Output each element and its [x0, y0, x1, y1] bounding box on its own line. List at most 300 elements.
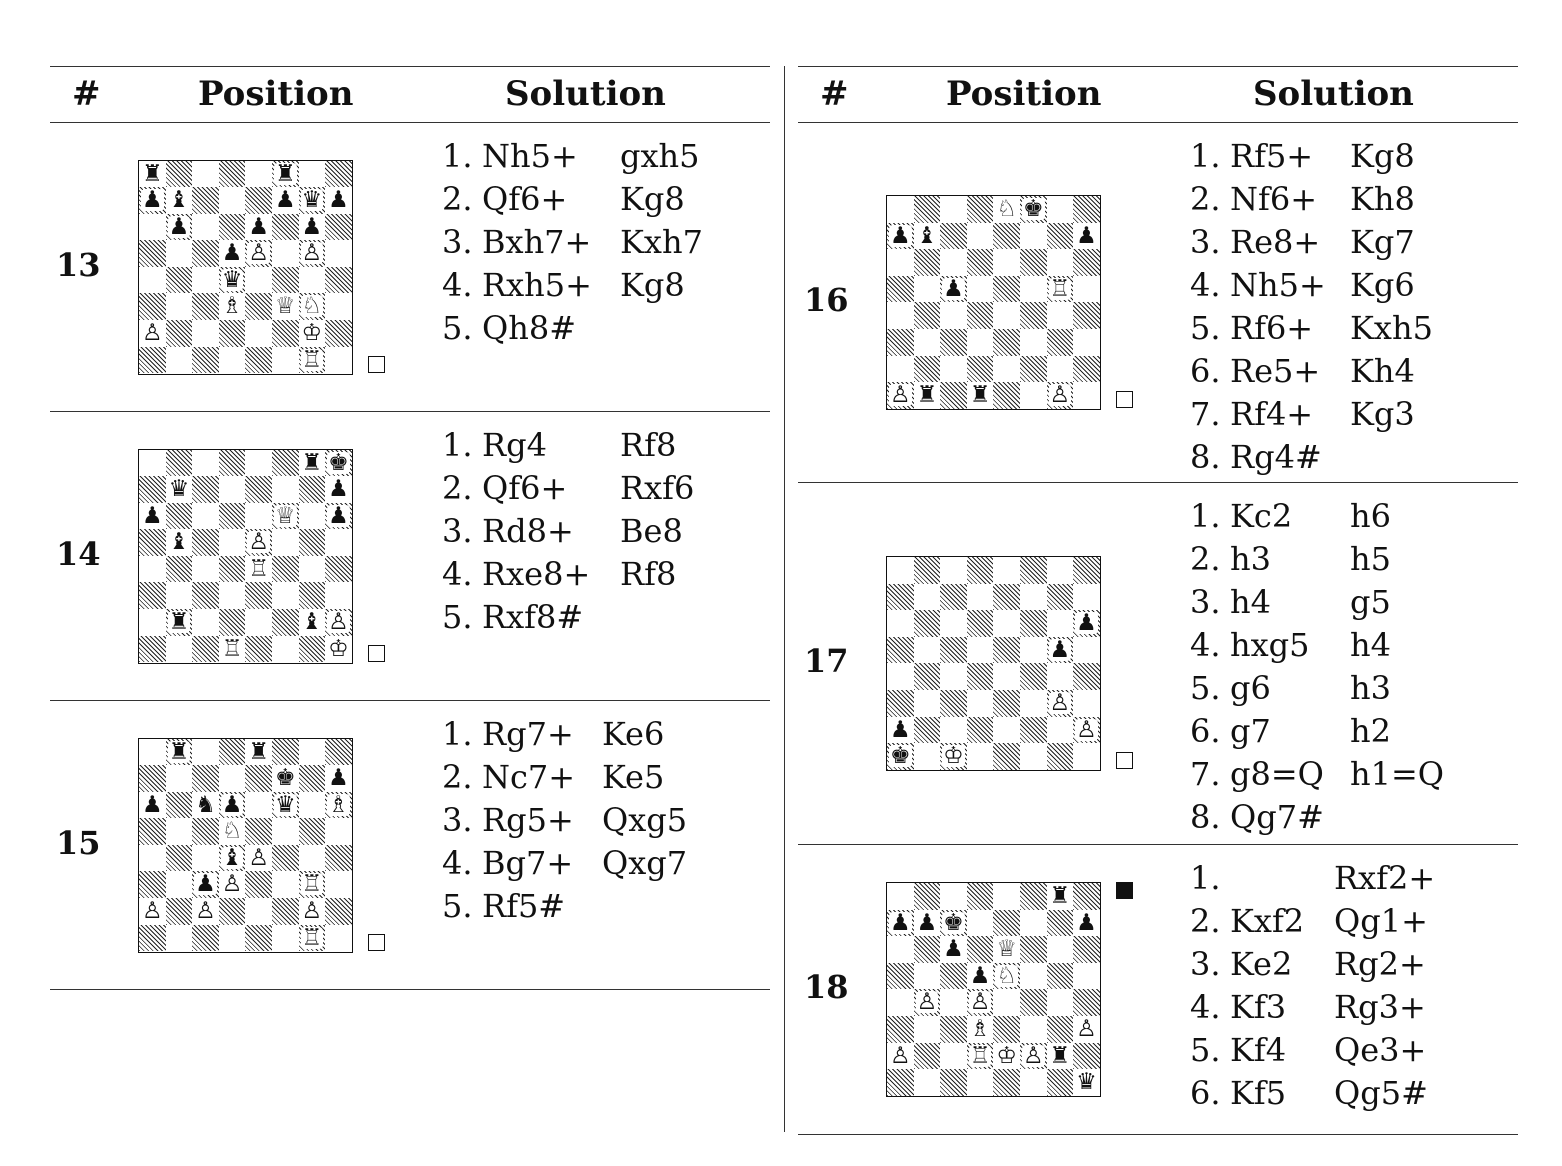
board-square	[192, 898, 219, 925]
board-square	[940, 1069, 967, 1096]
white-pawn-icon: ♙	[141, 320, 163, 347]
white-bishop-icon: ♗	[969, 1015, 991, 1042]
move-line	[442, 264, 703, 307]
board-square	[325, 556, 352, 583]
move-line	[1190, 1072, 1435, 1115]
board-square	[940, 196, 967, 223]
board-square	[192, 871, 219, 898]
board-square	[914, 663, 941, 690]
board-square	[1047, 1016, 1074, 1043]
black-move: h2	[1350, 712, 1391, 750]
board-square	[139, 792, 166, 819]
board-square	[272, 503, 299, 530]
white-rook-icon: ♖	[969, 1042, 991, 1069]
board-square	[1073, 276, 1100, 303]
white-pawn-icon: ♙	[916, 989, 938, 1016]
solution-moves	[1190, 857, 1435, 1115]
board-square	[914, 584, 941, 611]
board-square	[887, 196, 914, 223]
board-square	[967, 989, 994, 1016]
move-number: 2.	[1190, 540, 1221, 578]
board-square	[299, 267, 326, 294]
move-line	[1190, 753, 1444, 796]
white-to-move-icon	[368, 645, 385, 662]
move-number: 1.	[442, 426, 473, 464]
black-bishop-icon: ♝	[301, 609, 323, 636]
board-square	[993, 223, 1020, 250]
board-square	[272, 556, 299, 583]
board-square	[245, 818, 272, 845]
board-square	[1020, 1043, 1047, 1070]
board-square	[166, 582, 193, 609]
board-square	[192, 845, 219, 872]
board-square	[192, 765, 219, 792]
board-square	[940, 637, 967, 664]
white-rook-icon: ♖	[301, 871, 323, 898]
black-move: Qxg7	[602, 844, 688, 882]
board-square	[1047, 356, 1074, 383]
puzzle-number: 18	[804, 968, 849, 1006]
move-line	[1190, 178, 1433, 221]
board-square	[1020, 249, 1047, 276]
black-move: Rg3+	[1334, 988, 1426, 1026]
header-position: Position	[946, 74, 1102, 114]
move-line	[442, 596, 694, 639]
board-square	[245, 214, 272, 241]
black-move: Kg8	[620, 266, 685, 304]
board-square	[967, 883, 994, 910]
board-square	[967, 329, 994, 356]
board-square	[1047, 223, 1074, 250]
board-square	[245, 293, 272, 320]
board-square	[1073, 936, 1100, 963]
board-square	[967, 717, 994, 744]
board-square	[940, 302, 967, 329]
board-square	[1020, 1069, 1047, 1096]
white-to-move-icon	[1116, 752, 1133, 769]
black-pawn-icon: ♟	[141, 187, 163, 214]
black-move: Kxh7	[620, 223, 703, 261]
board-square	[272, 925, 299, 952]
white-pawn-icon: ♙	[1076, 1015, 1097, 1042]
board-square	[166, 214, 193, 241]
board-square	[940, 249, 967, 276]
board-square	[914, 989, 941, 1016]
board-square	[993, 1043, 1020, 1070]
board-square	[219, 187, 246, 214]
white-move: Kxf2	[1230, 902, 1305, 940]
white-bishop-icon: ♗	[328, 791, 349, 818]
board-square	[192, 925, 219, 952]
move-line	[1190, 135, 1433, 178]
board-square	[887, 910, 914, 937]
move-number: 3.	[1190, 223, 1221, 261]
board-square	[299, 450, 326, 477]
puzzle-number: 15	[56, 823, 101, 862]
black-move: Ke5	[602, 758, 665, 796]
move-number: 7.	[1190, 395, 1221, 433]
board-square	[272, 293, 299, 320]
board-square	[219, 320, 246, 347]
board-square	[299, 871, 326, 898]
white-pawn-icon: ♙	[301, 240, 323, 267]
black-queen-icon: ♛	[1076, 1069, 1097, 1096]
chess-board	[886, 556, 1101, 771]
white-move: Nh5+	[1230, 266, 1326, 304]
white-pawn-icon: ♙	[889, 1042, 911, 1069]
black-rook-icon: ♜	[1049, 883, 1071, 909]
board-square	[325, 293, 352, 320]
board-square	[192, 503, 219, 530]
board-square	[967, 1043, 994, 1070]
board-square	[219, 476, 246, 503]
black-bishop-icon: ♝	[168, 529, 190, 556]
board-square	[245, 529, 272, 556]
move-line	[442, 553, 694, 596]
board-square	[914, 1043, 941, 1070]
board-square	[940, 1043, 967, 1070]
white-knight-icon: ♘	[996, 196, 1017, 222]
board-square	[166, 556, 193, 583]
board-square	[1020, 743, 1047, 770]
board-square	[299, 293, 326, 320]
move-line	[442, 135, 703, 178]
board-square	[914, 276, 941, 303]
black-move: Qg1+	[1334, 902, 1428, 940]
board-square	[1020, 910, 1047, 937]
black-pawn-icon: ♟	[195, 871, 216, 898]
white-pawn-icon: ♙	[969, 989, 991, 1016]
board-square	[940, 936, 967, 963]
move-line	[1190, 857, 1435, 900]
white-king-icon: ♔	[328, 635, 349, 662]
move-number: 4.	[1190, 988, 1221, 1026]
board-square	[993, 196, 1020, 223]
board-square	[192, 450, 219, 477]
board-square	[1047, 637, 1074, 664]
white-queen-icon: ♕	[996, 936, 1017, 963]
board-square	[325, 240, 352, 267]
board-square	[1047, 196, 1074, 223]
board-square	[192, 556, 219, 583]
board-square	[1020, 610, 1047, 637]
move-number: 4.	[442, 266, 473, 304]
board-square	[967, 963, 994, 990]
board-square	[219, 792, 246, 819]
board-square	[914, 302, 941, 329]
board-square	[967, 356, 994, 383]
board-square	[325, 503, 352, 530]
board-square	[940, 910, 967, 937]
black-move: Rf8	[620, 426, 677, 464]
board-square	[166, 267, 193, 294]
board-square	[192, 293, 219, 320]
board-square	[1073, 223, 1100, 250]
white-move: Bg7+	[482, 844, 574, 882]
black-rook-icon: ♜	[168, 738, 190, 765]
board-square	[272, 792, 299, 819]
board-square	[887, 557, 914, 584]
board-square	[299, 240, 326, 267]
board-square	[887, 936, 914, 963]
board-square	[299, 187, 326, 214]
board-square	[1020, 989, 1047, 1016]
board-square	[245, 267, 272, 294]
board-square	[967, 936, 994, 963]
board-square	[1073, 584, 1100, 611]
board-square	[940, 610, 967, 637]
board-square	[1020, 963, 1047, 990]
board-square	[914, 356, 941, 383]
right-table	[798, 66, 1518, 1135]
white-move: Qf6+	[482, 469, 568, 507]
board-square	[192, 609, 219, 636]
white-rook-icon: ♖	[301, 924, 323, 951]
white-move: Nc7+	[482, 758, 576, 796]
black-king-icon: ♚	[274, 765, 296, 792]
board-square	[272, 818, 299, 845]
black-rook-icon: ♜	[969, 382, 991, 409]
board-square	[1073, 382, 1100, 409]
black-pawn-icon: ♟	[889, 716, 911, 743]
move-line	[1190, 307, 1433, 350]
move-number: 3.	[1190, 583, 1221, 621]
board-square	[940, 989, 967, 1016]
move-line	[1190, 900, 1435, 943]
move-number: 6.	[1190, 1074, 1221, 1112]
move-number: 6.	[1190, 352, 1221, 390]
board-square	[887, 637, 914, 664]
board-square	[166, 347, 193, 374]
board-square	[325, 161, 352, 188]
board-square	[967, 910, 994, 937]
board-square	[192, 818, 219, 845]
board-square	[1047, 302, 1074, 329]
board-square	[299, 161, 326, 188]
black-move: Kxh5	[1350, 309, 1433, 347]
board-square	[139, 293, 166, 320]
black-pawn-icon: ♟	[301, 213, 323, 240]
move-number: 1.	[1190, 497, 1221, 535]
black-move: Rf8	[620, 555, 677, 593]
board-square	[940, 223, 967, 250]
board-square	[1073, 356, 1100, 383]
board-square	[245, 582, 272, 609]
board-square	[940, 557, 967, 584]
board-square	[993, 329, 1020, 356]
white-move: Rxf8#	[482, 598, 584, 636]
board-square	[299, 582, 326, 609]
board-square	[967, 302, 994, 329]
board-square	[887, 1016, 914, 1043]
board-square	[245, 187, 272, 214]
board-square	[219, 529, 246, 556]
board-square	[166, 609, 193, 636]
board-square	[1073, 557, 1100, 584]
black-move: Qxg5	[602, 801, 688, 839]
black-to-move-icon	[1116, 882, 1133, 899]
board-square	[192, 529, 219, 556]
board-square	[139, 187, 166, 214]
black-rook-icon: ♜	[168, 609, 190, 636]
board-square	[1020, 1016, 1047, 1043]
white-move: Kc2	[1230, 497, 1293, 535]
black-move: Rxf2+	[1334, 859, 1436, 897]
board-square	[325, 347, 352, 374]
move-number: 1.	[442, 137, 473, 175]
board-square	[245, 792, 272, 819]
board-square	[299, 503, 326, 530]
move-line	[442, 713, 687, 756]
board-square	[299, 845, 326, 872]
white-move: Re5+	[1230, 352, 1321, 390]
board-square	[940, 717, 967, 744]
puzzle-number: 13	[56, 245, 101, 284]
board-square	[1020, 584, 1047, 611]
board-square	[914, 557, 941, 584]
board-square	[993, 690, 1020, 717]
board-square	[1047, 276, 1074, 303]
board-square	[1073, 302, 1100, 329]
board-square	[192, 161, 219, 188]
board-square	[245, 503, 272, 530]
black-pawn-icon: ♟	[1076, 909, 1097, 936]
move-line	[442, 756, 687, 799]
black-move: Kg3	[1350, 395, 1415, 433]
black-move: Rxf6	[620, 469, 695, 507]
board-square	[299, 818, 326, 845]
board-square	[940, 276, 967, 303]
black-move: h1=Q	[1350, 755, 1445, 793]
move-line	[442, 221, 703, 264]
board-square	[299, 739, 326, 766]
board-square	[299, 636, 326, 663]
move-number: 4.	[1190, 626, 1221, 664]
board-square	[245, 739, 272, 766]
black-pawn-icon: ♟	[889, 909, 911, 936]
move-number: 8.	[1190, 438, 1221, 476]
board-square	[245, 925, 272, 952]
white-move: g6	[1230, 669, 1271, 707]
black-move: h5	[1350, 540, 1391, 578]
board-square	[166, 450, 193, 477]
white-move: Rg4	[482, 426, 547, 464]
black-move: Kg7	[1350, 223, 1415, 261]
board-square	[1020, 223, 1047, 250]
black-move: Qe3+	[1334, 1031, 1427, 1069]
header-number: #	[72, 74, 101, 114]
white-to-move-icon	[368, 356, 385, 373]
board-square	[1020, 936, 1047, 963]
board-square	[1047, 249, 1074, 276]
white-move: Nh5+	[482, 137, 578, 175]
white-move: Rd8+	[482, 512, 574, 550]
board-square	[219, 556, 246, 583]
board-square	[245, 636, 272, 663]
move-number: 5.	[442, 309, 473, 347]
board-square	[299, 898, 326, 925]
board-square	[219, 293, 246, 320]
black-queen-icon: ♛	[221, 266, 243, 293]
board-square	[1020, 717, 1047, 744]
board-square	[1047, 936, 1074, 963]
board-square	[192, 739, 219, 766]
board-square	[993, 936, 1020, 963]
left-table	[50, 66, 770, 990]
white-move: Qf6+	[482, 180, 568, 218]
board-square	[139, 765, 166, 792]
black-move: Kg8	[1350, 137, 1415, 175]
white-knight-icon: ♘	[301, 293, 323, 320]
black-pawn-icon: ♟	[1076, 222, 1097, 249]
puzzle-row	[798, 845, 1518, 1135]
board-square	[245, 161, 272, 188]
board-square	[166, 818, 193, 845]
board-square	[887, 743, 914, 770]
move-number: 8.	[1190, 798, 1221, 836]
board-square	[325, 214, 352, 241]
solution-moves	[442, 713, 687, 928]
black-queen-icon: ♛	[301, 187, 323, 214]
board-square	[887, 382, 914, 409]
board-square	[219, 739, 246, 766]
board-square	[1047, 329, 1074, 356]
board-square	[219, 161, 246, 188]
white-move: hxg5	[1230, 626, 1310, 664]
move-number: 2.	[1190, 180, 1221, 218]
black-pawn-icon: ♟	[274, 187, 296, 214]
board-square	[299, 529, 326, 556]
board-square	[166, 187, 193, 214]
board-square	[1047, 883, 1074, 910]
white-move: Kf5	[1230, 1074, 1287, 1112]
board-square	[967, 743, 994, 770]
board-square	[887, 1069, 914, 1096]
board-square	[1020, 690, 1047, 717]
board-square	[245, 845, 272, 872]
board-square	[139, 871, 166, 898]
white-rook-icon: ♖	[248, 555, 269, 582]
board-square	[166, 161, 193, 188]
board-square	[325, 636, 352, 663]
chess-board	[138, 160, 353, 375]
board-square	[166, 529, 193, 556]
board-square	[325, 476, 352, 503]
move-number: 5.	[442, 887, 473, 925]
move-number: 5.	[442, 598, 473, 636]
board-square	[219, 636, 246, 663]
board-square	[325, 609, 352, 636]
white-pawn-icon: ♙	[1022, 1042, 1044, 1069]
chess-board	[138, 449, 353, 664]
board-square	[325, 765, 352, 792]
board-square	[967, 223, 994, 250]
white-to-move-icon	[1116, 391, 1133, 408]
board-square	[1073, 690, 1100, 717]
white-rook-icon: ♖	[221, 635, 243, 662]
black-king-icon: ♚	[1022, 196, 1044, 222]
black-pawn-icon: ♟	[141, 791, 163, 818]
board-square	[139, 214, 166, 241]
white-move: g8=Q	[1230, 755, 1324, 793]
board-square	[166, 476, 193, 503]
board-square	[219, 582, 246, 609]
board-square	[993, 717, 1020, 744]
board-square	[245, 871, 272, 898]
board-square	[1047, 1069, 1074, 1096]
board-square	[139, 503, 166, 530]
move-number: 4.	[442, 555, 473, 593]
